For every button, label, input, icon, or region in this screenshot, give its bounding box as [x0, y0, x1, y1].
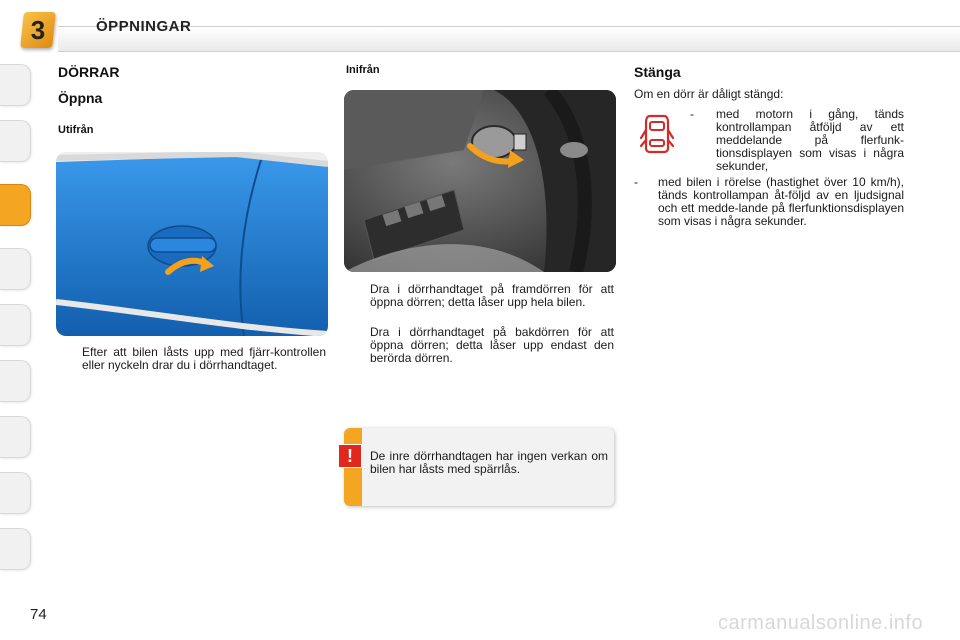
close-item-moving-text: med bilen i rörelse (hastighet över 10 km/h), tänds kontrollampan åt-följd av en ljudsignal och ett medde-lande på flerfunktionsdisplayen som visas i några sekunder. — [658, 175, 904, 228]
inside-bullet-rear — [346, 326, 614, 366]
chapter-tab-5[interactable] — [0, 304, 31, 346]
chapter-tab-3-active[interactable] — [0, 184, 31, 226]
close-intro: Om en dörr är dåligt stängd: — [634, 87, 784, 101]
door-outside-illustration — [56, 152, 328, 336]
close-item-engine-running-text: med motorn i gång, tänds kontrollampan åtföljd av ett meddelande på flerfunk-tionsdisplayen som visas i några sekunder, — [716, 107, 904, 173]
close-item-engine-running — [690, 108, 904, 174]
dash-mark: - — [634, 175, 638, 189]
subsection-title: Öppna — [58, 90, 103, 106]
warning-exclamation-icon: ! — [338, 444, 362, 468]
chapter-tab-strip — [0, 64, 34, 576]
inside-bullet-rear-text: Dra i dörrhandtaget på bakdörren för att öppna dörren; detta låser upp endast den berörda dörren. — [370, 325, 614, 365]
chapter-header — [0, 0, 960, 56]
close-item-moving — [634, 176, 904, 242]
chapter-tab-9[interactable] — [0, 528, 31, 570]
watermark: carmanualsonline.info — [718, 612, 924, 634]
dash-mark: - — [690, 107, 694, 121]
outside-bullet-text: Efter att bilen låsts upp med fjärr-kontrollen eller nyckeln drar du i dörrhandtaget. — [82, 345, 326, 372]
chapter-number: 3 — [30, 15, 46, 45]
outside-heading: Utifrån — [58, 124, 94, 136]
chapter-tab-4[interactable] — [0, 248, 31, 290]
inside-heading: Inifrån — [346, 64, 380, 76]
close-title: Stänga — [634, 64, 681, 80]
outside-bullet — [58, 346, 326, 390]
chapter-tab-1[interactable] — [0, 64, 31, 106]
warning-text: De inre dörrhandtagen har ingen verkan om bilen har låsts med spärrlås. — [370, 449, 608, 476]
chapter-tab-6[interactable] — [0, 360, 31, 402]
chapter-title: ÖPPNINGAR — [96, 18, 192, 35]
chapter-tab-8[interactable] — [0, 472, 31, 514]
chapter-tab-7[interactable] — [0, 416, 31, 458]
section-title: DÖRRAR — [58, 64, 120, 80]
door-open-warning-icon — [640, 112, 674, 154]
inside-bullet-front — [346, 283, 614, 323]
page-number: 74 — [30, 606, 47, 623]
chapter-tab-2[interactable] — [0, 120, 31, 162]
inside-bullet-front-text: Dra i dörrhandtaget på framdörren för att öppna dörren; detta låser upp hela bilen. — [370, 282, 614, 309]
header-bar — [58, 26, 960, 52]
door-inside-illustration — [344, 90, 616, 272]
